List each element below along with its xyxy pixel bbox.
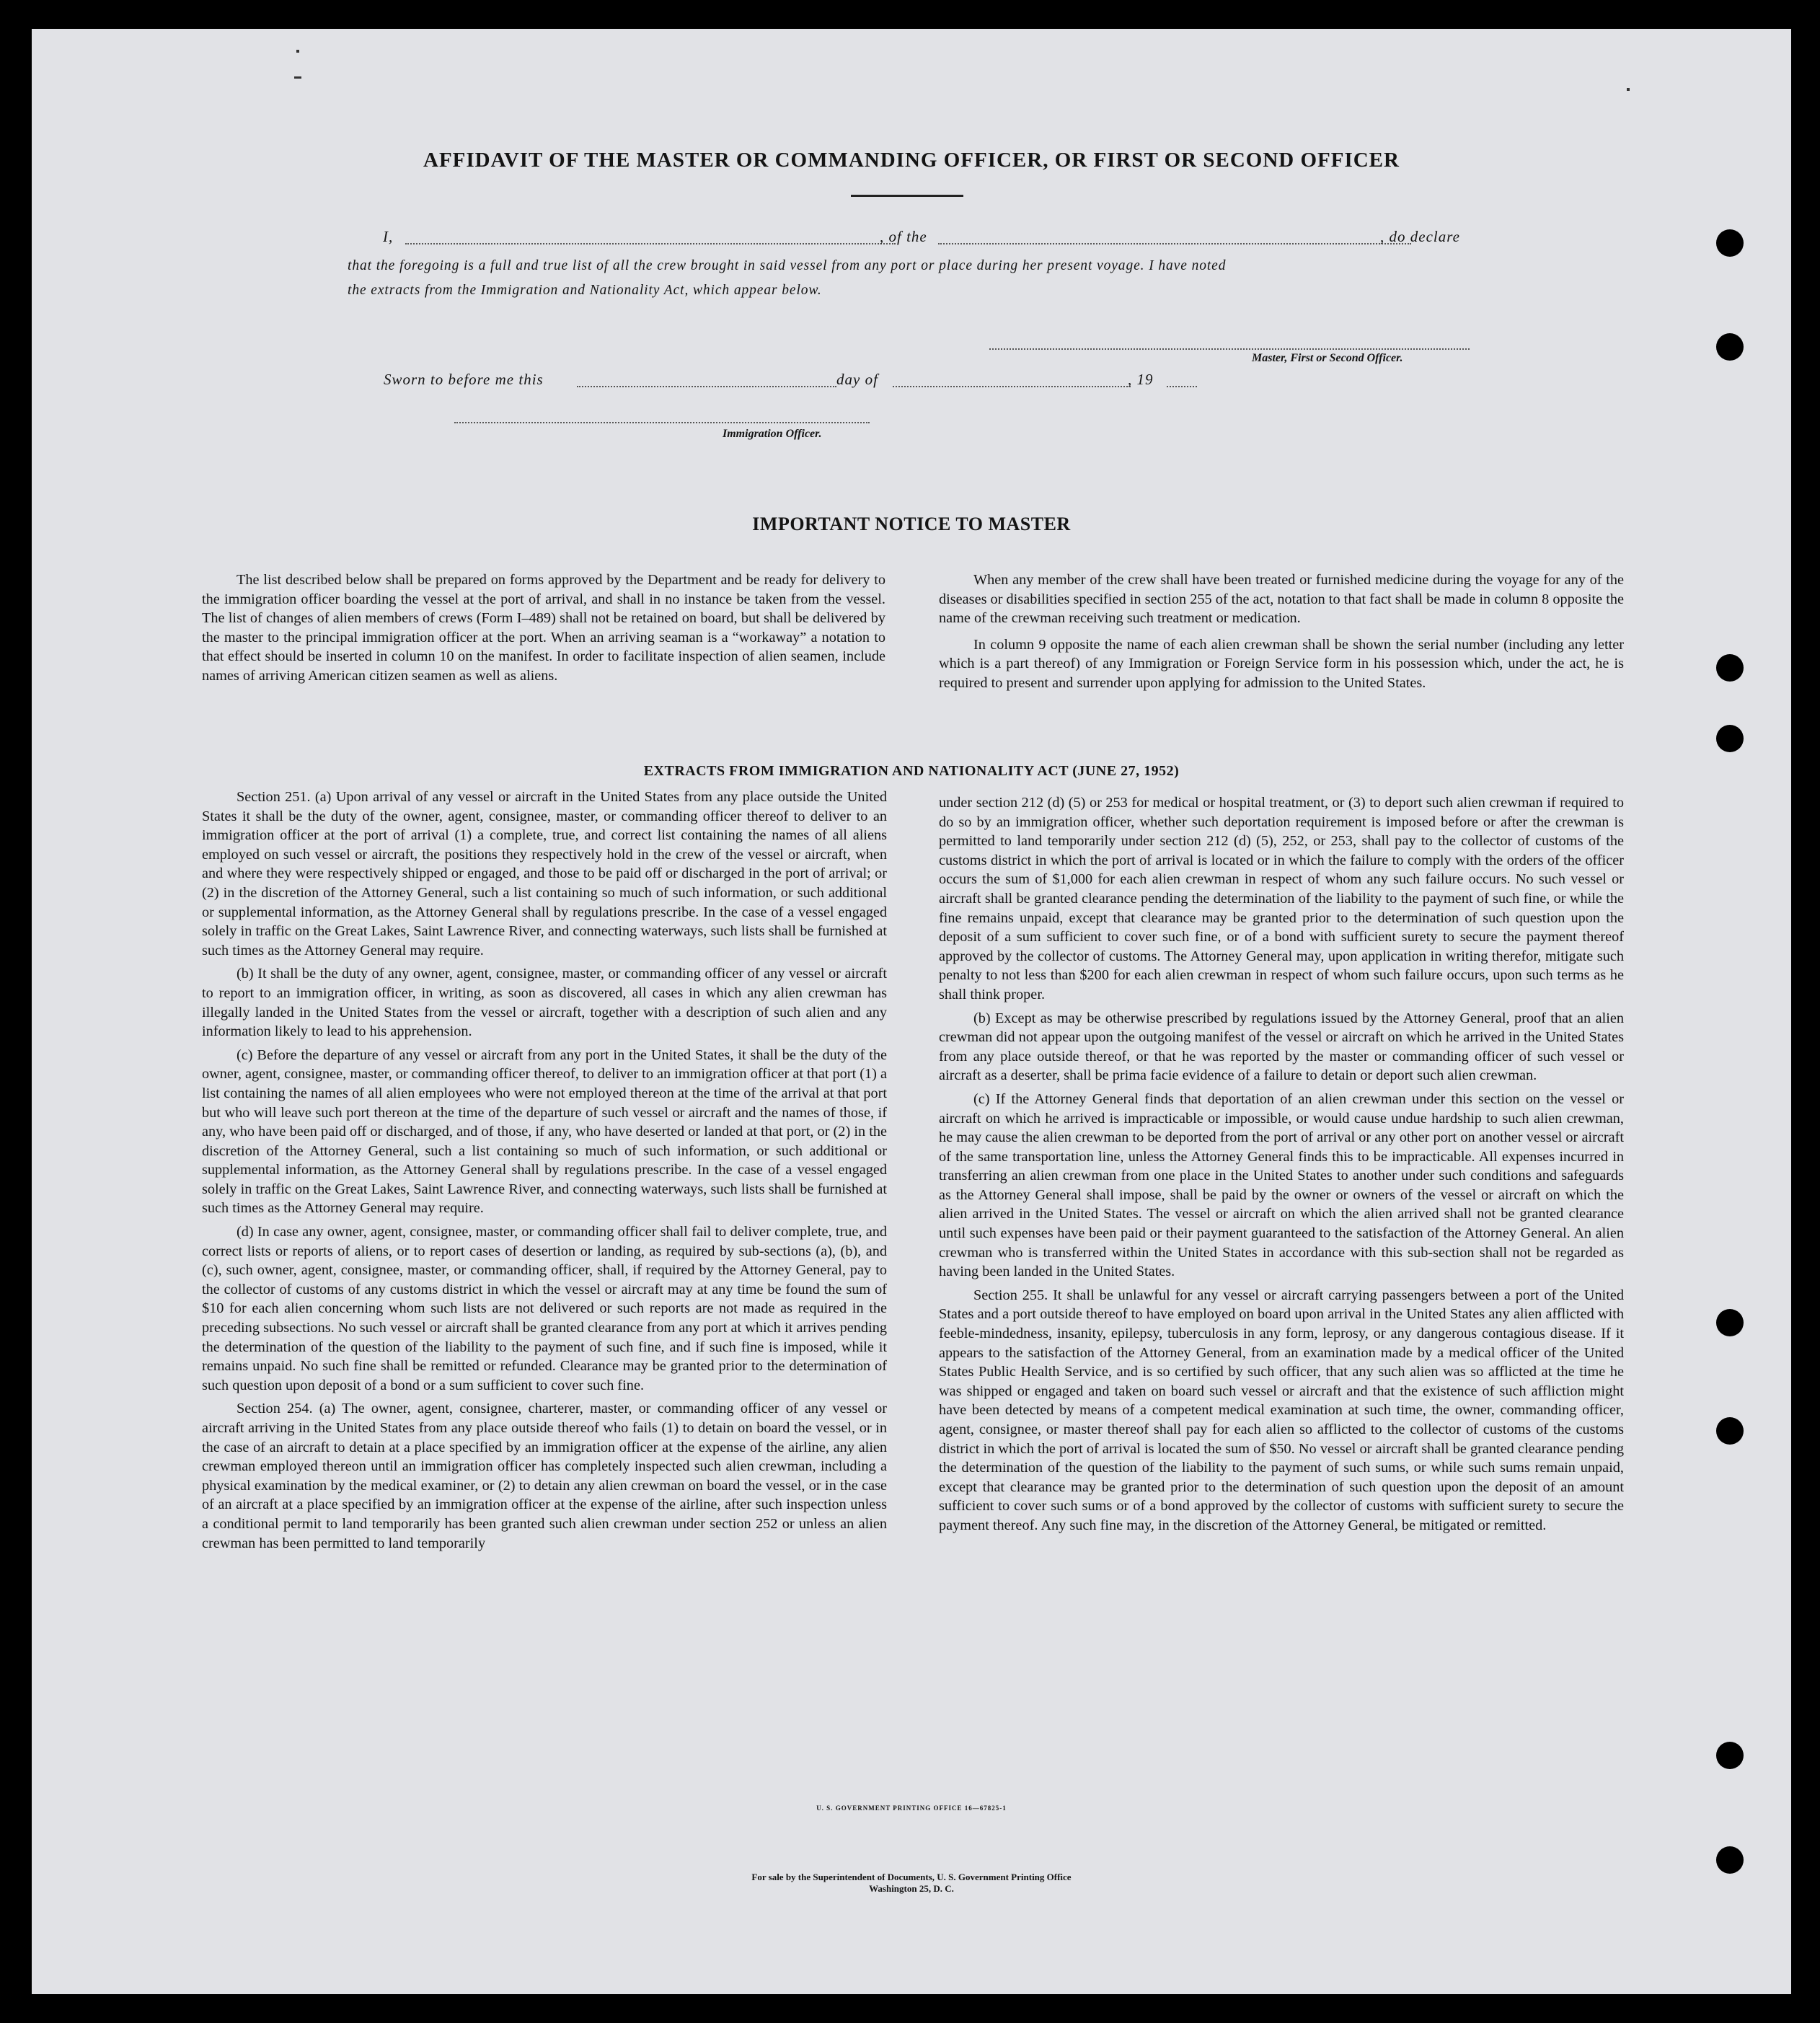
sworn-day-field[interactable]	[577, 386, 836, 387]
extracts-left-column	[202, 788, 887, 1557]
binder-hole	[1716, 1742, 1744, 1769]
master-signature-field[interactable]	[989, 348, 1470, 350]
declarant-name-field[interactable]	[405, 243, 896, 244]
officer-caption: Immigration Officer.	[723, 428, 822, 440]
sworn-day-of: day of	[836, 371, 878, 388]
vessel-name-field[interactable]	[938, 243, 1411, 244]
sworn-month-field[interactable]	[893, 386, 1131, 387]
extract-section-251d: (d) In case any owner, agent, consignee, master, or commanding officer shall fail to deliver complete, true, and correct lists or reports of aliens, or to report cases of desertion or landing, as required by sub-sections (a), (b), and (c), such owner, agent, consignee, master, or commanding officer, shall, if required by the Attorney General, pay to the collector of customs of any customs district in which the vessel or aircraft may at any time be found the sum of $10 for each alien concerning whom such lists are not delivered or such reports are not made as required in the preceding subsections. No such vessel or aircraft shall be granted clearance from any port at which it arrives pending the determination of the question of the liability to the payment of such fine, and if such fine is imposed, while it remains unpaid. No such fine shall be remitted or refunded. Clearance may be granted prior to the determination of such question upon deposit of a bond or a sum sufficient to cover such fine.	[202, 1224, 887, 1393]
scan-speck	[296, 50, 299, 53]
binder-hole	[1716, 333, 1744, 361]
extract-section-254b: (b) Except as may be otherwise prescribed by regulations issued by the Attorney General, proof that an alien crewman did not appear upon the outgoing manifest of the vessel or aircraft on which he arrived in the United States from any place outside thereof, or that he was reported by the master or commanding officer of such vessel or aircraft as a deserter, shall be prima facie evidence of a failure to detain or deport such alien crewman.	[939, 1010, 1624, 1084]
sworn-year-prefix: , 19	[1128, 371, 1154, 388]
binder-hole	[1716, 725, 1744, 752]
declaration-start: I,	[383, 228, 394, 245]
extract-section-251b: (b) It shall be the duty of any owner, agent, consignee, master, or commanding officer of any vessel or aircraft to report to an immigration officer, in writing, as soon as discovered, all cases in which any alien crewman has illegally landed in the United States from the vessel or aircraft, together with a description of such alien and any information likely to lead to his apprehension.	[202, 966, 887, 1040]
sworn-year-field[interactable]	[1167, 386, 1197, 387]
binder-hole	[1716, 1846, 1744, 1874]
notice-right-paragraph-2: In column 9 opposite the name of each alien crewman shall be shown the serial number (including any letter which is a part thereof) of any Immigration or Foreign Service form in his possession which, under the act, he is required to present and surrender upon applying for admission to the United States.	[939, 636, 1624, 691]
extract-section-251c: (c) Before the departure of any vessel or aircraft from any port in the United States, it shall be the duty of the owner, agent, consignee, master, or commanding officer thereof, to deliver to an immigration officer at that port (1) a list containing the names of all alien employees who were not employed thereon at the time of the arrival at that port but who will leave such port thereon at the time of the departure of such vessel or aircraft and the names of those, if any, who have been paid off or discharged, and of those, if any, who have deserted or landed at that port, or (2) in the discretion of the Attorney General, such a list containing so much of such information, or such additional or supplemental information, as the Attorney General shall by regulations prescribe. In the case of a vessel engaged solely in traffic on the Great Lakes, Saint Lawrence River, and connecting waterways, such lists shall be furnished at such times as the Attorney General may require.	[202, 1046, 887, 1217]
form-page	[32, 29, 1791, 1994]
master-caption: Master, First or Second Officer.	[1252, 352, 1403, 364]
extract-section-254a-continued: under section 212 (d) (5) or 253 for medical or hospital treatment, or (3) to deport such alien crewman if required to do so by an immigration officer, whether such deportation requirement is imposed before or after the crewman is permitted to land temporarily under section 212 (d) (5), 252, or 253, shall pay to the collector of customs of the customs district in which the port of arrival is located or in which the failure to comply with the orders of the officer occurs the sum of $1,000 for each alien crewman in respect of whom any such failure occurs. No such vessel or aircraft shall be granted clearance pending the determination of the liability to the payment of such fine, or while the fine remains unpaid, except that clearance may be granted prior to the determination of such question upon the deposit of a sum sufficient to cover such fine, or of a bond with sufficient surety to secure the payment thereof approved by the collector of customs. The Attorney General may, upon application in writing therefor, mitigate such penalty to not less than $200 for each alien crewman in respect of whom such failure occurs, upon such terms as he shall think proper.	[939, 795, 1624, 1002]
extracts-right-column	[939, 793, 1624, 1540]
binder-hole	[1716, 1417, 1744, 1445]
officer-signature-field[interactable]	[454, 422, 870, 423]
sworn-start: Sworn to before me this	[384, 371, 544, 388]
binder-hole	[1716, 1309, 1744, 1336]
notice-left-column	[202, 570, 885, 690]
sale-line-2: Washington 25, D. C.	[869, 1883, 954, 1894]
declaration-do-declare: , do declare	[1380, 228, 1460, 245]
notice-heading: IMPORTANT NOTICE TO MASTER	[752, 514, 1071, 534]
extract-section-251a: Section 251. (a) Upon arrival of any vessel or aircraft in the United States from any place outside the United States it shall be the duty of the owner, agent, consignee, master, or commanding officer thereof to deliver to an immigration officer at the port of arrival (1) a complete, true, and correct list containing the names of all aliens employed on such vessel or aircraft, the positions they respectively hold in the crew of the vessel or aircraft, when and where they were respectively shipped or engaged, and those to be paid off or discharged in the port of arrival; or (2) in the discretion of the Attorney General, such a list containing so much of such information, or such additional or supplemental information, as the Attorney General shall by regulations prescribe. In the case of a vessel engaged solely in traffic on the Great Lakes, Saint Lawrence River, and connecting waterways, such lists shall be furnished at such times as the Attorney General may require.	[202, 789, 887, 958]
binder-hole	[1716, 229, 1744, 257]
extract-section-254c: (c) If the Attorney General finds that deportation of an alien crewman under this section on the vessel or aircraft on which he arrived is impracticable or impossible, or would cause undue hardship to such alien crewman, he may cause the alien crewman to be deported from the port of arrival or any other port on another vessel or aircraft of the same transportation line, unless the Attorney General finds this to be impracticable. All expenses incurred in transferring an alien crewman from one place in the United States to another under such conditions and safeguards as the Attorney General shall impose, shall be paid by the owner or owners of the vessel or aircraft on which the alien arrived in the United States. The vessel or aircraft on which the alien arrived shall not be granted clearance until such expenses have been paid or their payment guaranteed to the satisfaction of the Attorney General. An alien crewman who is transferred within the United States in accordance with this sub-section shall not be regarded as having been landed in the United States.	[939, 1090, 1624, 1280]
notice-left-paragraph: The list described below shall be prepared on forms approved by the Department and be ready for delivery to the immigration officer boarding the vessel at the port of arrival, and shall in no instance be taken from the vessel. The list of changes of alien members of crews (Form I–489) shall not be retained on board, but shall be delivered by the master to the principal immigration officer at the port. When an arriving seaman is a “workaway” a notation to that effect should be inserted in column 10 on the manifest. In order to facilitate inspection of alien seamen, include names of arriving American citizen seamen as well as aliens.	[202, 572, 885, 684]
declaration-of-the: , of the	[880, 228, 927, 245]
title-rule	[851, 195, 963, 197]
extract-section-255: Section 255. It shall be unlawful for any vessel or aircraft carrying passengers between a port of the United States and a port outside thereof to have employed on board upon arrival in the United States any alien afflicted with feeble-mindedness, insanity, epilepsy, tuberculosis in any form, leprosy, or any dangerous contagious disease. If it appears to the satisfaction of the Attorney General, from an examination made by a medical officer of the United States Public Health Service, and is so certified by such officer, that any such alien was so afflicted at the time he was shipped or engaged and taken on board such vessel or aircraft and that the existence of such affliction might have been detected by means of a competent medical examination at such time, the owner, commanding officer, agent, consignee, or master thereof shall pay for each alien so afflicted to the collector of customs of the customs district in which the port of arrival is located the sum of $50. No vessel or aircraft shall be granted clearance pending the determination of the question of the liability to the payment of such sums, or while such sums remain unpaid, except that clearance may be granted prior to the determination of such question upon the deposit of an amount sufficient to cover such sums or of a bond approved by the collector of customs with sufficient surety to secure the payment thereof. Any such fine may, in the discretion of the Attorney General, be mitigated or remitted.	[939, 1287, 1624, 1533]
sale-line-1: For sale by the Superintendent of Documents, U. S. Government Printing Office	[751, 1872, 1072, 1882]
declaration-line-3: the extracts from the Immigration and Nationality Act, which appear below.	[348, 283, 822, 298]
sale-notice	[32, 1872, 1791, 1895]
notice-right-column	[939, 570, 1624, 697]
affidavit-title: AFFIDAVIT OF THE MASTER OR COMMANDING OFFICER, OR FIRST OR SECOND OFFICER	[423, 149, 1400, 172]
extracts-heading: EXTRACTS FROM IMMIGRATION AND NATIONALITY ACT (JUNE 27, 1952)	[643, 763, 1180, 779]
printing-office-line: U. S. GOVERNMENT PRINTING OFFICE 16—67825-1	[816, 1804, 1007, 1812]
scan-speck	[294, 76, 301, 79]
scan-speck	[1627, 88, 1630, 91]
extract-section-254a: Section 254. (a) The owner, agent, consignee, charterer, master, or commanding officer of any vessel or aircraft arriving in the United States from any place outside thereof who fails (1) to detain on board the vessel, or in the case of an aircraft to detain at a place specified by an immigration officer at the expense of the airline, any alien crewman employed thereon until an immigration officer has completely inspected such alien crewman, including a physical examination by the medical examiner, or (2) to detain any alien crewman on board the vessel, or in the case of an aircraft at a place specified by an immigration officer at the expense of the airline, after such inspection unless a conditional permit to land temporarily has been granted such alien crewman under section 252 or unless an alien crewman has been permitted to land temporarily	[202, 1401, 887, 1551]
binder-hole	[1716, 654, 1744, 682]
notice-right-paragraph-1: When any member of the crew shall have been treated or furnished medicine during the voyage for any of the diseases or disabilities specified in section 255 of the act, notation to that fact shall be made in column 8 opposite the name of the crewman receiving such treatment or medication.	[939, 572, 1624, 627]
declaration-line-2: that the foregoing is a full and true list of all the crew brought in said vessel from any port or place during her present voyage. I have noted	[348, 258, 1227, 273]
